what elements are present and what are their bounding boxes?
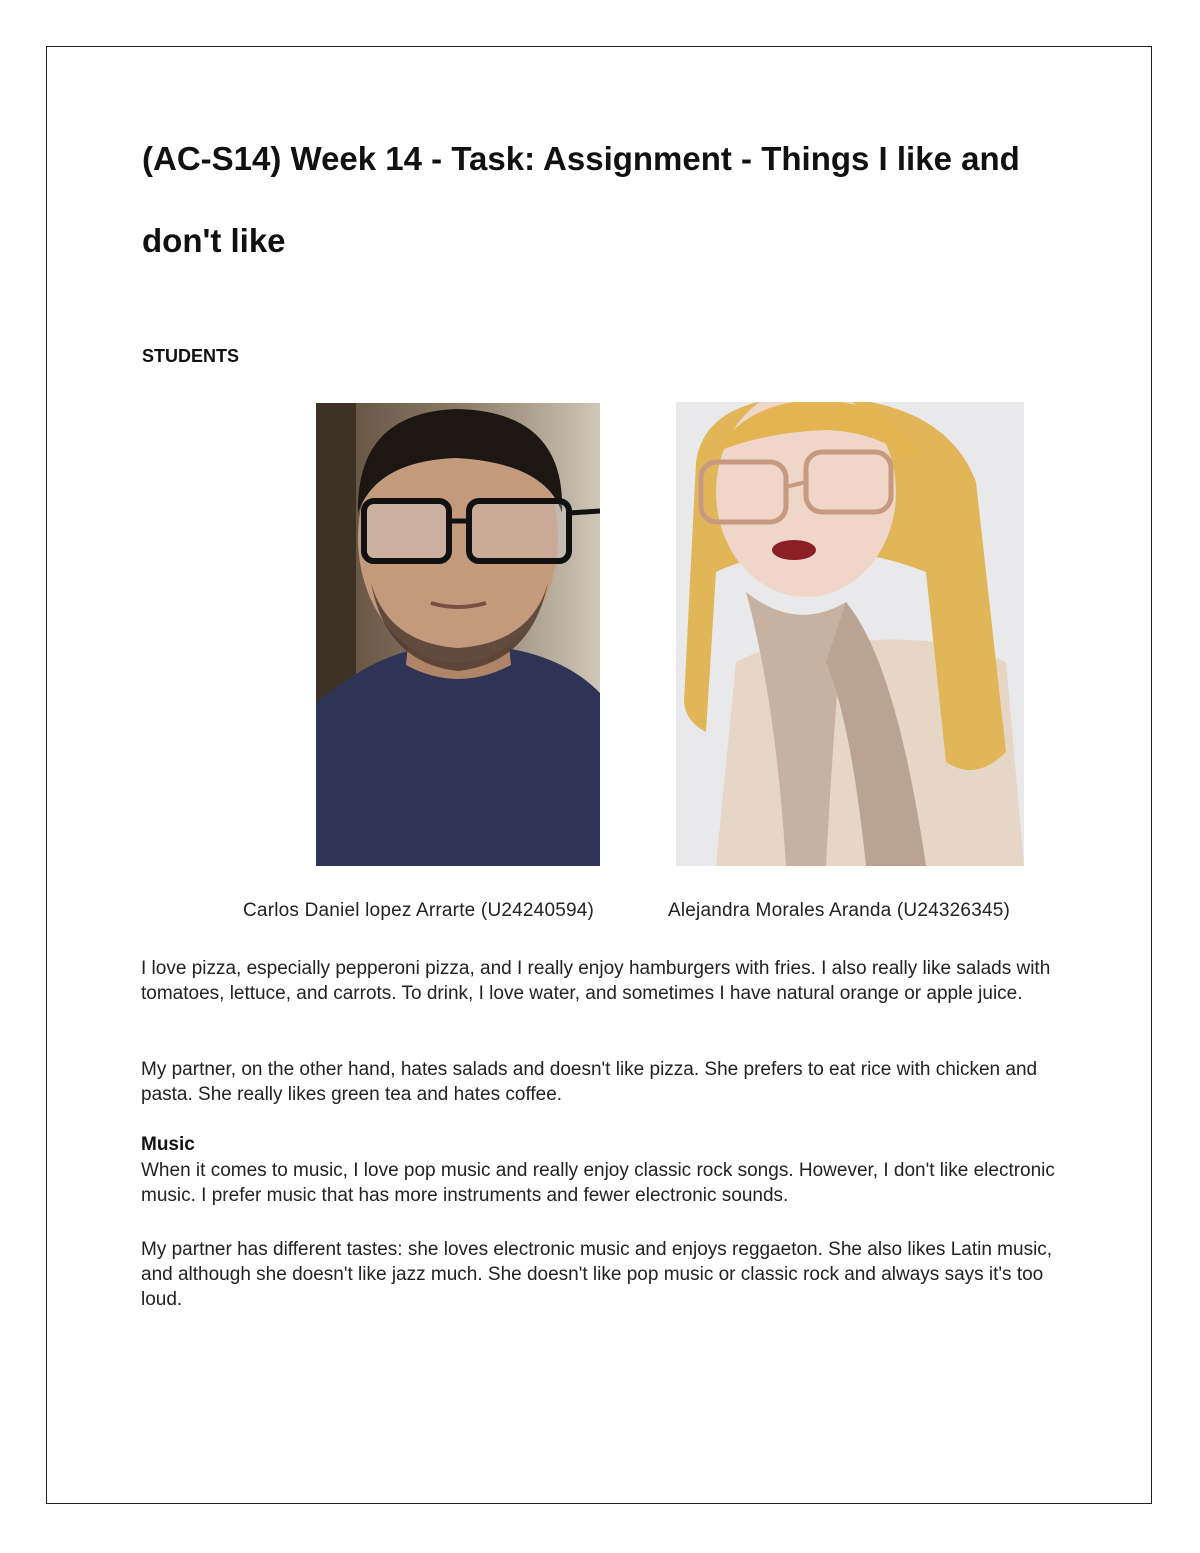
student-photo-2 bbox=[676, 402, 1024, 866]
student-caption-2: Alejandra Morales Aranda (U24326345) bbox=[668, 900, 1011, 921]
food-paragraph-1: I love pizza, especially pepperoni pizza, and I really enjoy hamburgers with fries. I also really like salads with tomatoes, lettuce, and carrots. To drink, I love water, and sometimes I have natural orange or apple juice. bbox=[141, 958, 1051, 1004]
food-paragraph-2: My partner, on the other hand, hates salads and doesn't like pizza. She prefers to eat rice with chicken and pasta. She really likes green tea and hates coffee. bbox=[141, 1059, 1038, 1105]
music-heading: Music bbox=[141, 1134, 195, 1155]
students-label: STUDENTS bbox=[142, 346, 240, 366]
document-title: (AC-S14) Week 14 - Task: Assignment - Things I like and don't like bbox=[142, 140, 1020, 259]
music-paragraph-1: When it comes to music, I love pop music and really enjoy classic rock songs. However, I don't like electronic music. I prefer music that has more instruments and fewer electronic sounds. bbox=[141, 1160, 1055, 1206]
student-photo-1 bbox=[316, 403, 600, 866]
student-caption-1: Carlos Daniel lopez Arrarte (U24240594) bbox=[243, 900, 595, 921]
music-paragraph-2: My partner has different tastes: she loves electronic music and enjoys reggaeton. She also likes Latin music, and although she doesn't like jazz much. She doesn't like pop music or classic rock and always says it's too loud. bbox=[141, 1239, 1053, 1310]
